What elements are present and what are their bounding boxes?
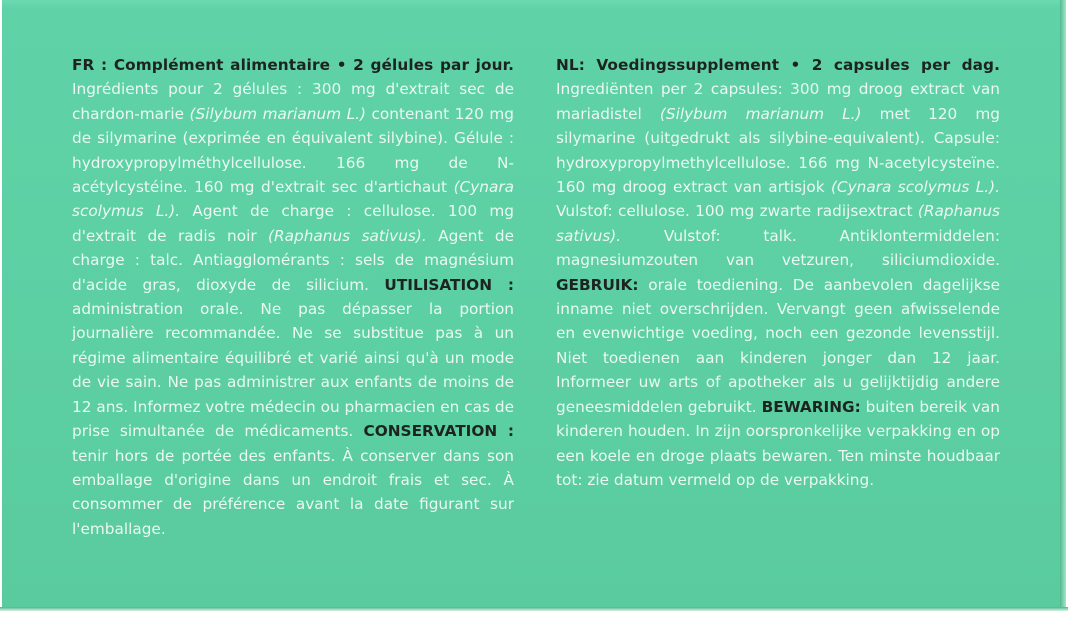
dutch-ingredients-part4: Vulstof: talk. Antiklontermiddelen: magnesiumzouten van vetzuren, siliciumdioxide. [556, 226, 1000, 270]
french-text-column [72, 53, 514, 541]
package-side-panel [2, 0, 1060, 610]
french-ingredients [72, 80, 514, 293]
dutch-storage-label: BEWARING: [761, 397, 861, 416]
dutch-ingredients-part1: Ingrediënten per 2 capsules: 300 mg droog extract van mariadistel [556, 80, 1000, 123]
dutch-ingredients [556, 80, 1000, 269]
dutch-text-column [556, 53, 1000, 492]
french-latin-silybum: (Silybum marianum L.) [189, 104, 366, 123]
french-heading: FR : Complément alimentaire • 2 gélules par jour. [72, 56, 514, 74]
french-ingredients-part2: contenant 120 mg de silymarine (exprimée en équivalent silybine). Gélule : hydroxypropylméthylcellulose. 166 mg de N-acétylcystéine. 160 mg d'extrait sec d'artichaut [72, 104, 515, 197]
dutch-latin-cynara: (Cynara scolymus L.). [830, 178, 1000, 197]
dutch-usage-label: GEBRUIK: [556, 275, 639, 294]
dutch-latin-raphanus: (Raphanus sativus). [556, 202, 1000, 245]
french-latin-cynara: (Cynara scolymus L.). [72, 178, 514, 221]
dutch-ingredients-part2: met 120 mg silymarine (uitgedrukt als silybine-equivalent). Capsule: hydroxypropylmethylcellulose. 166 mg N-acetylcysteïne. 160 mg droog extract van artisjok [556, 104, 1000, 197]
french-ingredients-part4: Agent de charge : talc. Antiagglomérants : sels de magnésium d'acide gras, dioxyde de silicium. [72, 226, 514, 294]
french-ingredients-part3: Agent de charge : cellulose. 100 mg d'extrait de radis noir [72, 202, 515, 245]
french-latin-raphanus: (Raphanus sativus). [268, 226, 427, 245]
package-top-edge [2, 0, 1060, 8]
french-ingredients-part1: Ingrédients pour 2 gélules : 300 mg d'extrait sec de chardon-marie [72, 80, 514, 123]
package-bottom-edge [0, 607, 1068, 611]
dutch-usage-text: orale toediening. De aanbevolen dagelijkse inname niet overschrijden. Vervangt geen afwisselende en evenwichtige voeding, noch een gezonde levensstijl. Niet toedienen aan kinderen jonger dan 12 jaar. Informeer uw arts of apotheker als u gelijktijdig andere geneesmiddelen gebruikt. [556, 275, 1000, 416]
french-storage-label: CONSERVATION : [363, 422, 514, 441]
dutch-latin-silybum: (Silybum marianum L.) [659, 104, 862, 123]
dutch-storage-text: buiten bereik van kinderen houden. In zijn oorspronkelijke verpakking en op een koele en droge plaats bewaren. Ten minste houdbaar tot: zie datum vermeld op de verpakking. [556, 397, 1000, 489]
package-right-edge [1060, 0, 1066, 610]
french-usage-text: administration orale. Ne pas dépasser la portion journalière recommandée. Ne se substitue pas à un régime alimentaire équilibré et varié ainsi qu'à un mode de vie sain. Ne pas administrer aux enfants de moins de 12 ans. Informez votre médecin ou pharmacien en cas de prise simultanée de médicaments. [72, 300, 514, 441]
french-usage-label: UTILISATION : [384, 275, 514, 294]
dutch-heading: NL: Voedingssupplement • 2 capsules per dag. [556, 56, 1000, 74]
french-storage-text: tenir hors de portée des enfants. À conserver dans son emballage d'origine dans un endroit frais et sec. À consommer de préférence avant la date figurant sur l'emballage. [72, 446, 514, 538]
dutch-ingredients-part3: Vulstof: cellulose. 100 mg zwarte radijsextract [556, 202, 918, 221]
